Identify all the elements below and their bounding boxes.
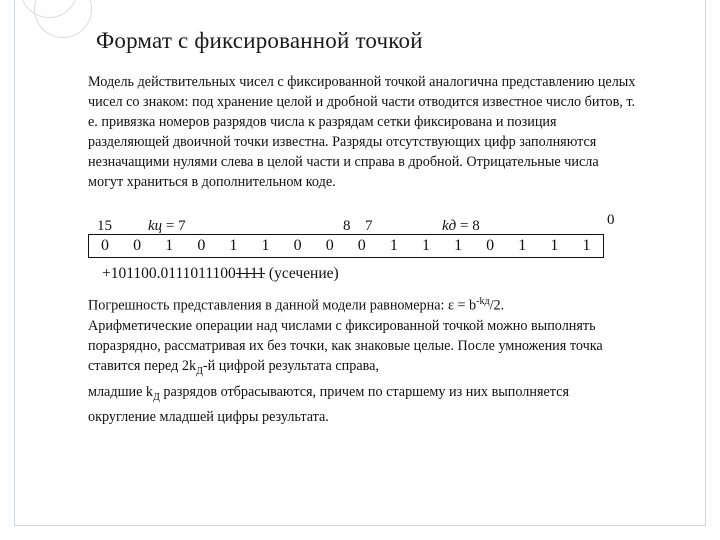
bit-position-7: 7 xyxy=(365,218,373,234)
bit-cell: 0 xyxy=(121,235,153,258)
bit-cell: 1 xyxy=(570,235,603,258)
binary-truncated: 1111 xyxy=(235,265,266,282)
slide-title: Формат с фиксированной точкой xyxy=(96,28,423,53)
fraction-bits-label: kд = 8 xyxy=(442,218,480,234)
bit-position-15: 15 xyxy=(97,218,112,234)
bit-cell: 1 xyxy=(217,235,249,258)
truncation-note: (усечение) xyxy=(265,265,339,282)
bit-cell: 1 xyxy=(249,235,281,258)
bit-position-0: 0 xyxy=(607,212,615,228)
bit-cell: 1 xyxy=(410,235,442,258)
bit-cell: 1 xyxy=(538,235,570,258)
integer-bits-label: kц = 7 xyxy=(148,218,186,234)
bit-cell: 0 xyxy=(185,235,217,258)
bit-register xyxy=(88,234,604,258)
bit-cell: 1 xyxy=(378,235,410,258)
bit-cell: 0 xyxy=(89,235,122,258)
bit-cell: 1 xyxy=(506,235,538,258)
error-paragraph: Погрешность представления в данной модели равномерна: $\varepsilon = b^{-kд}/2$. Арифметические операции над числами с фиксированной точкой можно выполнять поразрядно, рассматривая их без точки, как знаковые целые. После умножения точка ставится перед $2k_Д-й$ цифрой результата справа, младшие $k_Д$ разрядов отбрасываются, причем по старшему из них выполняется округление младшей цифры результата. xyxy=(88,296,603,426)
truncation-example xyxy=(102,265,339,283)
bit-cell: 1 xyxy=(442,235,474,258)
bit-cell: 0 xyxy=(346,235,378,258)
bit-cell: 0 xyxy=(282,235,314,258)
bit-cell: 1 xyxy=(153,235,185,258)
bit-cell: 0 xyxy=(474,235,506,258)
intro-paragraph: Модель действительных чисел с фиксированной точкой аналогична представлению целых чисел со знаком: под хранение целой и дробной части отводится известное число битов, т. е. привязка номеров разрядов числа к разрядам сетки фиксирована и позиция разделяющей двоичной точки известна. Разряды отсутствующих цифр заполняются незначащими нулями слева в целой части и справа в дробной. Отрицательные числа могут храниться в дополнительном коде. xyxy=(88,74,636,190)
bit-position-8: 8 xyxy=(343,218,351,234)
binary-kept: +101100.0111011100 xyxy=(102,265,236,282)
bit-cell: 0 xyxy=(314,235,346,258)
